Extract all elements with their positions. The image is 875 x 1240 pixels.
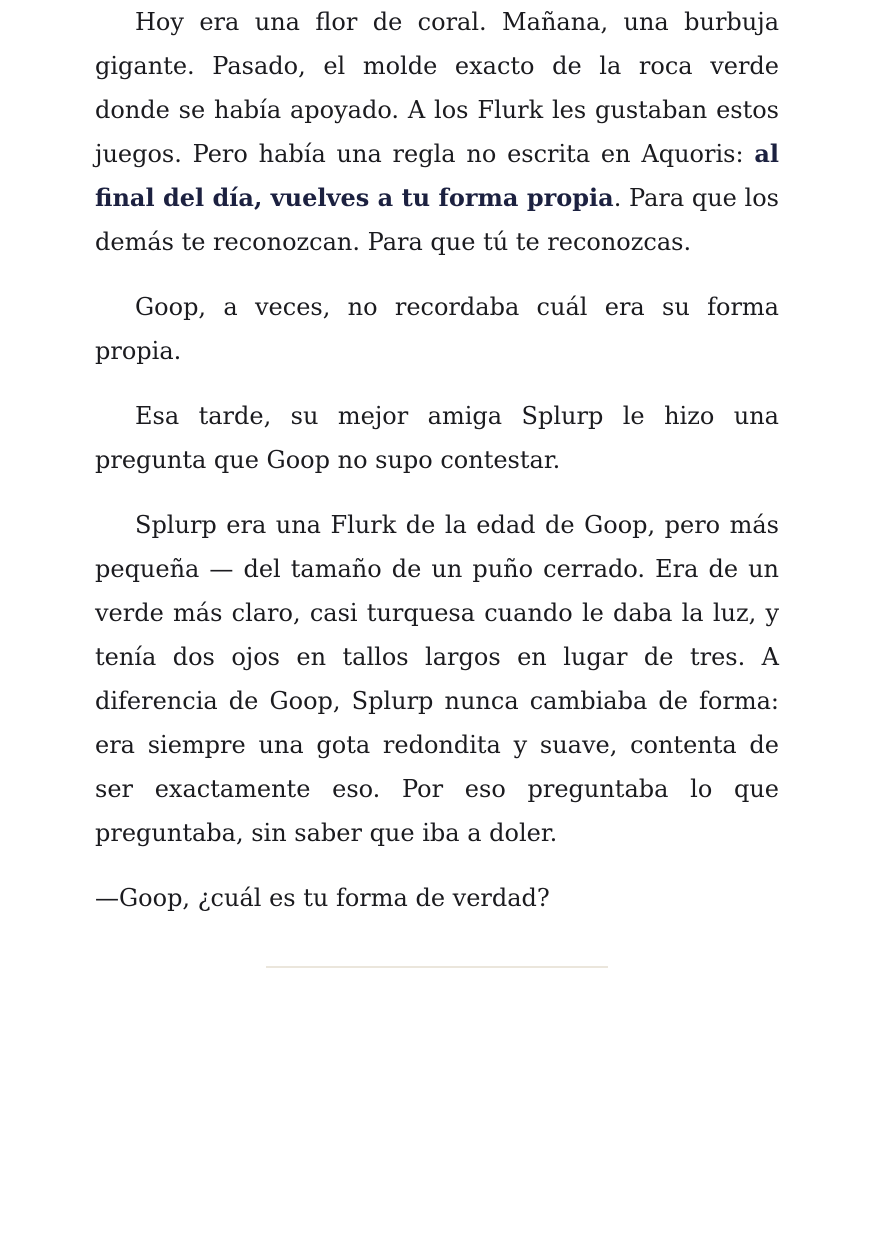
story-text [95,0,779,920]
dialogue-line: —Goop, ¿cuál es tu forma de verdad? [95,884,550,912]
paragraph-splurp-description: Splurp era una Flurk de la edad de Goop, pero más pequeña — del tamaño de un puño cerrado. Era de un verde más claro, casi turquesa cuando le daba la luz, y tenía dos ojos en tallos largos en lugar de tres. A diferencia de Goop, Splurp nunca cambiaba de forma: era siempre una gota redondita y suave, contenta de ser exactamente eso. Por eso preguntaba lo que preguntaba, sin saber que iba a doler. [95,511,779,847]
paragraph-question: Esa tarde, su mejor amiga Splurp le hizo una pregunta que Goop no supo contestar. [95,402,779,474]
paragraph-forgetting: Goop, a veces, no recordaba cuál era su forma propia. [95,293,779,365]
paragraph-rule-tail: . Para que los demás te reconozcan. Para que tú te reconozcas. [95,184,780,256]
emphasized-rule: al final del día, vuelves a tu forma propia [95,139,779,212]
paragraph-rule [95,0,779,264]
section-divider [266,966,608,968]
paragraph-rule-lead: Hoy era una flor de coral. Mañana, una burbuja gigante. Pasado, el molde exacto de la roca verde donde se había apoyado. A los Flurk les gustaban estos juegos. Pero había una regla no escrita en Aquoris: [95,8,779,168]
